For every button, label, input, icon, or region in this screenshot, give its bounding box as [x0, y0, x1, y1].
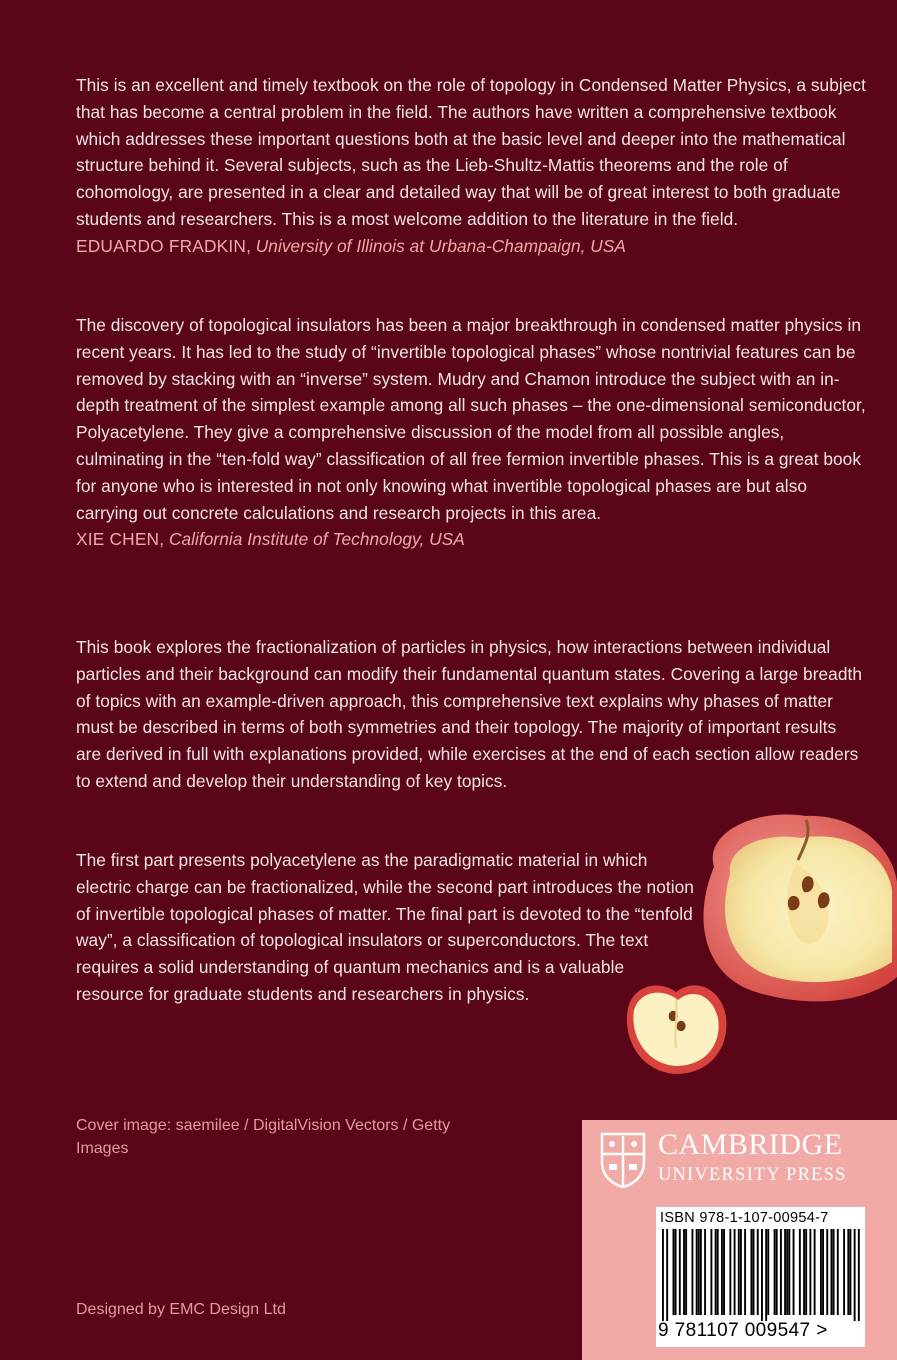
- barcode-bar: [717, 1229, 719, 1315]
- barcode-bar: [805, 1229, 807, 1315]
- publisher-name: CAMBRIDGE: [658, 1128, 843, 1161]
- barcode-bar: [673, 1229, 675, 1315]
- description-paragraph: The first part presents polyacetylene as the paradigmatic material in which electric charge can be fractionalized, while the second part introduces the notion of invertible topological phases of matter. The final part is devoted to the “tenfold way”, a classification of topological insulators or superconductors. The text requires a solid understanding of quantum mechanics and is a valuable resource for graduate students and researchers in physics.: [76, 850, 694, 1004]
- barcode-bar: [710, 1229, 712, 1315]
- endorsement-fradkin: [76, 72, 866, 260]
- barcode-bar: [831, 1229, 833, 1315]
- barcode-bars: [662, 1229, 860, 1321]
- barcode-bar: [780, 1229, 782, 1315]
- barcode-bar: [757, 1229, 759, 1315]
- barcode-bar: [691, 1229, 693, 1315]
- barcode-bar: [679, 1229, 681, 1315]
- barcode-bar: [767, 1229, 769, 1315]
- endorser-affiliation: California Institute of Technology, USA: [168, 529, 465, 550]
- barcode-bar: [814, 1229, 816, 1315]
- barcode-bar: [700, 1229, 702, 1315]
- book-description-2: [76, 847, 696, 1008]
- barcode-bar: [776, 1229, 778, 1315]
- designer-credit: Designed by EMC Design Ltd: [76, 1301, 286, 1318]
- barcode-bar: [843, 1229, 845, 1315]
- barcode-bar: [799, 1229, 801, 1315]
- barcode-bar: [715, 1229, 717, 1315]
- barcode-bar: [822, 1229, 824, 1315]
- publisher-subtitle: UNIVERSITY PRESS: [658, 1165, 847, 1185]
- apple-slice-illustration: [620, 978, 732, 1076]
- isbn-barcode: [656, 1207, 865, 1347]
- barcode-digits: 9 781107 009547 >: [658, 1320, 828, 1341]
- barcode-bar: [820, 1229, 822, 1315]
- barcode-bar: [765, 1229, 767, 1321]
- barcode-bar: [696, 1229, 698, 1315]
- barcode-bar: [833, 1229, 835, 1315]
- endorser-name: XIE CHEN: [76, 529, 160, 550]
- barcode-bar: [803, 1229, 805, 1315]
- barcode-bar: [744, 1229, 746, 1315]
- barcode-bar: [849, 1229, 851, 1315]
- barcode-bar: [847, 1229, 849, 1315]
- barcode-bar: [683, 1229, 685, 1315]
- barcode-bar: [738, 1229, 740, 1315]
- barcode-bar: [721, 1229, 723, 1315]
- endorser-name: EDUARDO FRADKIN: [76, 235, 247, 256]
- barcode-bar: [723, 1229, 725, 1315]
- barcode-bar: [662, 1229, 664, 1321]
- barcode-bar: [734, 1229, 736, 1315]
- barcode-bar: [698, 1229, 700, 1315]
- cover-image-credit: Cover image: saemilee / DigitalVision Vectors / Getty Images: [76, 1117, 451, 1157]
- description-paragraph: This book explores the fractionalization of particles in physics, how interactions between individual particles and their background can modify their fundamental quantum states. Covering a large breadth of topics with an example-driven approach, this comprehensive text explains why phases of matter must be described in terms of both symmetries and their topology. The majority of important results are derived in full with explanations provided, while exercises at the end of each section allow readers to extend and develop their understanding of key topics.: [76, 637, 862, 791]
- barcode-bar: [666, 1229, 668, 1321]
- endorser-affiliation: University of Illinois at Urbana-Champaign, USA: [255, 235, 626, 256]
- book-description-1: [76, 634, 866, 795]
- barcode-bar: [784, 1229, 786, 1315]
- apple-half-illustration: [686, 812, 897, 1002]
- barcode-bar: [704, 1229, 706, 1315]
- endorsement-text: This is an excellent and timely textbook on the role of topology in Condensed Matter Physics, a subject that has become a central problem in the field. The authors have written a comprehensive textbook which addresses these important questions both at the basic level and deeper into the mathematical structure behind it. Several subjects, such as the Lieb-Shultz-Mattis theorems and the role of cohomology, are presented in a clear and detailed way that will be of great interest to both graduate students and researchers. This is a most welcome addition to the literature in the field.: [76, 75, 866, 229]
- endorsement-text: The discovery of topological insulators has been a major breakthrough in condensed matter physics in recent years. It has led to the study of “invertible topological phases” whose nontrivial features can be removed by stacking with an “inverse” system. Mudry and Chamon introduce the subject with an in-depth treatment of the simplest example among all such phases – the one-dimensional semiconductor, Polyacetylene. They give a comprehensive discussion of the model from all possible angles, culminating in the “ten-fold way” classification of all free fermion invertible phases. This is a great book for anyone who is interested in not only knowing what invertible topological phases are but also carrying out concrete calculations and research projects in this area.: [76, 315, 866, 523]
- barcode-bar: [685, 1229, 687, 1315]
- barcode-bar: [750, 1229, 752, 1315]
- barcode-bar: [675, 1229, 677, 1315]
- cambridge-shield-icon: [600, 1132, 646, 1188]
- barcode-bar: [786, 1229, 788, 1315]
- endorsement-attribution: XIE CHEN, California Institute of Technology, USA: [76, 529, 465, 550]
- barcode-bar: [809, 1229, 811, 1315]
- barcode-bar: [837, 1229, 839, 1315]
- barcode-bar: [826, 1229, 828, 1315]
- barcode-bar: [774, 1229, 776, 1315]
- isbn-label: ISBN 978-1-107-00954-7: [660, 1210, 829, 1226]
- endorsement-attribution: EDUARDO FRADKIN, University of Illinois at Urbana-Champaign, USA: [76, 235, 626, 256]
- barcode-bar: [854, 1229, 856, 1321]
- barcode-bar: [858, 1229, 860, 1321]
- endorsement-chen: [76, 312, 866, 553]
- barcode-bar: [793, 1229, 795, 1315]
- barcode-bar: [761, 1229, 763, 1321]
- barcode-bar: [729, 1229, 731, 1315]
- barcode-bar: [753, 1229, 755, 1315]
- barcode-bar: [788, 1229, 790, 1315]
- barcode-bar: [740, 1229, 742, 1315]
- publisher-panel: [582, 1120, 897, 1360]
